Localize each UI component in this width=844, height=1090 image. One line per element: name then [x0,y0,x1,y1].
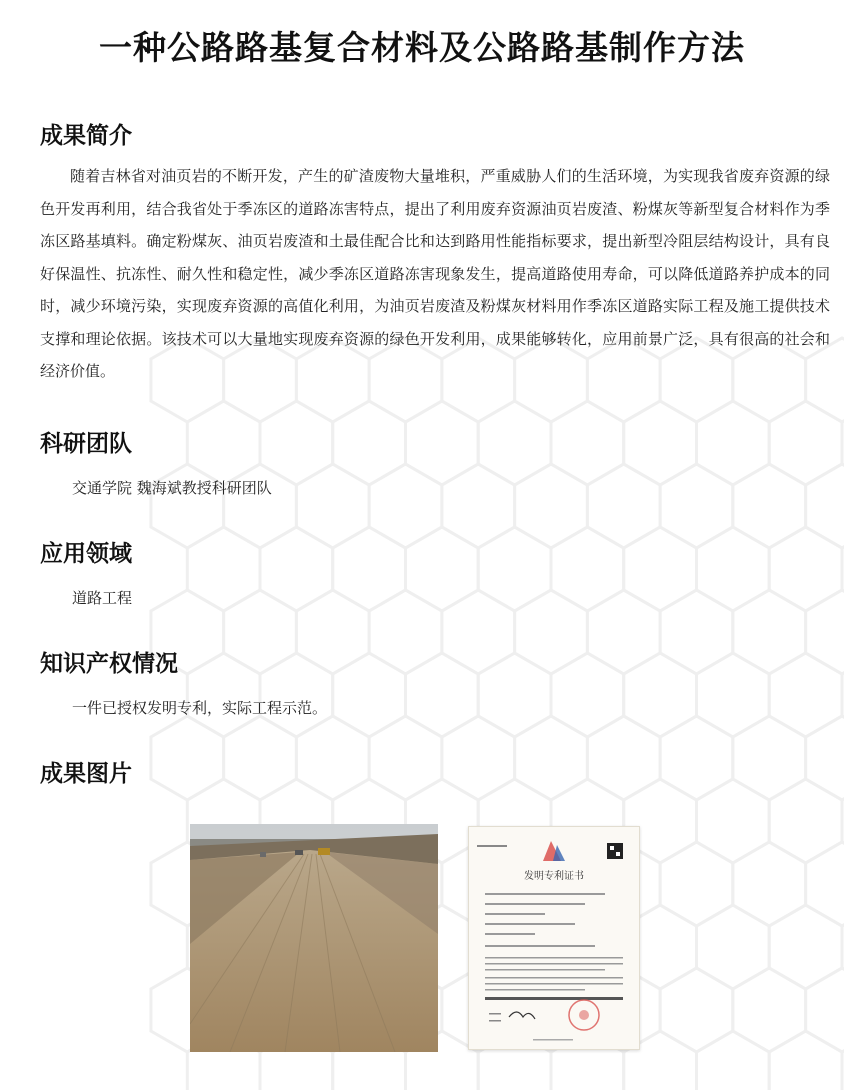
hexagon-shape [224,716,297,800]
hexagon-shape [733,464,806,548]
hexagon-shape [624,527,697,611]
hexagon-shape [478,401,551,485]
hexagon-shape [551,527,624,611]
section-heading-summary: 成果简介 [40,123,132,149]
hexagon-shape [442,716,515,800]
hexagon-shape [769,779,842,863]
team-text: 交通学院 魏海斌教授科研团队 [72,479,272,497]
hexagon-shape [369,716,442,800]
hexagon-shape [806,968,844,1052]
section-heading-field: 应用领域 [40,541,132,567]
hexagon-shape [442,464,515,548]
hexagon-shape [624,653,697,737]
hexagon-shape [733,842,806,926]
hexagon-shape [697,905,770,989]
hexagon-shape [187,527,260,611]
hexagon-shape [296,590,369,674]
ip-text: 一件已授权发明专利，实际工程示范。 [72,699,328,717]
hexagon-shape [442,590,515,674]
hexagon-shape [660,590,733,674]
hexagon-shape [806,842,844,926]
hexagon-shape [478,653,551,737]
hexagon-shape [515,590,588,674]
hexagon-shape [296,464,369,548]
hexagon-shape [697,779,770,863]
hexagon-shape [296,716,369,800]
hexagon-shape [587,590,660,674]
hexagon-shape [697,1031,770,1090]
hexagon-shape [769,1031,842,1090]
hexagon-shape [587,464,660,548]
hexagon-shape [187,653,260,737]
hexagon-shape [624,401,697,485]
certificate-title: 发明专利证书 [524,871,584,882]
summary-paragraph: 随着吉林省对油页岩的不断开发，产生的矿渣废物大量堆积，严重威胁人们的生活环境，为实现我省废弃资源的绿色开发再利用，结合我省处于季冻区的道路冻害特点，提出了利用废弃资源油页岩废渣、粉煤灰等新型复合材料作为季冻区路基填料。确定粉煤灰、油页岩废渣和土最佳配合比和达到路用性能指标要求，提出新型冷阻层结构设计，具有良好保温性、抗冻性、耐久性和稳定性，减少季冻区道路冻害现象发生，提高道路使用寿命，可以降低道路养护成本的同时，减少环境污染，实现废弃资源的高值化利用，为油页岩废渣及粉煤灰材料用作季冻区道路实际工程及施工提供技术支撑和理论依据。该技术可以大量地实现废弃资源的绿色开发利用，成果能够转化，应用前景广泛，具有很高的社会和经济价值。 [40,167,830,380]
hexagon-shape [660,464,733,548]
hexagon-shape [406,527,479,611]
hexagon-shape [769,653,842,737]
hexagon-shape [697,401,770,485]
hexagon-shape [806,716,844,800]
hexagon-shape [333,653,406,737]
hexagon-shape [515,716,588,800]
hexagon-shape [369,590,442,674]
section-heading-ip: 知识产权情况 [40,651,178,677]
hexagon-shape [551,401,624,485]
hexagon-shape [406,653,479,737]
hexagon-shape [697,653,770,737]
road-construction-photo [190,824,438,1052]
hexagon-shape [697,527,770,611]
hexagon-shape [151,716,224,800]
hexagon-shape [660,716,733,800]
hexagon-shape [406,401,479,485]
hexagon-shape [260,401,333,485]
field-text: 道路工程 [72,589,133,607]
hexagon-shape [733,716,806,800]
hexagon-shape [806,590,844,674]
hexagon-shape [660,842,733,926]
patent-certificate-image [468,826,640,1050]
hexagon-shape [733,590,806,674]
hexagon-shape [806,464,844,548]
hexagon-shape [369,464,442,548]
hexagon-shape [333,527,406,611]
section-heading-team: 科研团队 [40,431,132,457]
hexagon-shape [733,968,806,1052]
hexagon-shape [551,653,624,737]
hexagon-shape [224,590,297,674]
hexagon-shape [478,527,551,611]
qr-code-icon [607,843,623,859]
hexagon-shape [260,653,333,737]
hexagon-shape [187,401,260,485]
hexagon-shape [769,401,842,485]
hexagon-shape [260,527,333,611]
signature-icon [509,1012,535,1019]
section-heading-images: 成果图片 [40,761,132,787]
hexagon-shape [515,464,588,548]
hexagon-shape [769,527,842,611]
hexagon-shape [333,401,406,485]
hexagon-shape [660,968,733,1052]
page-title: 一种公路路基复合材料及公路路基制作方法 [99,28,745,67]
hexagon-shape [587,716,660,800]
hexagon-shape [769,905,842,989]
